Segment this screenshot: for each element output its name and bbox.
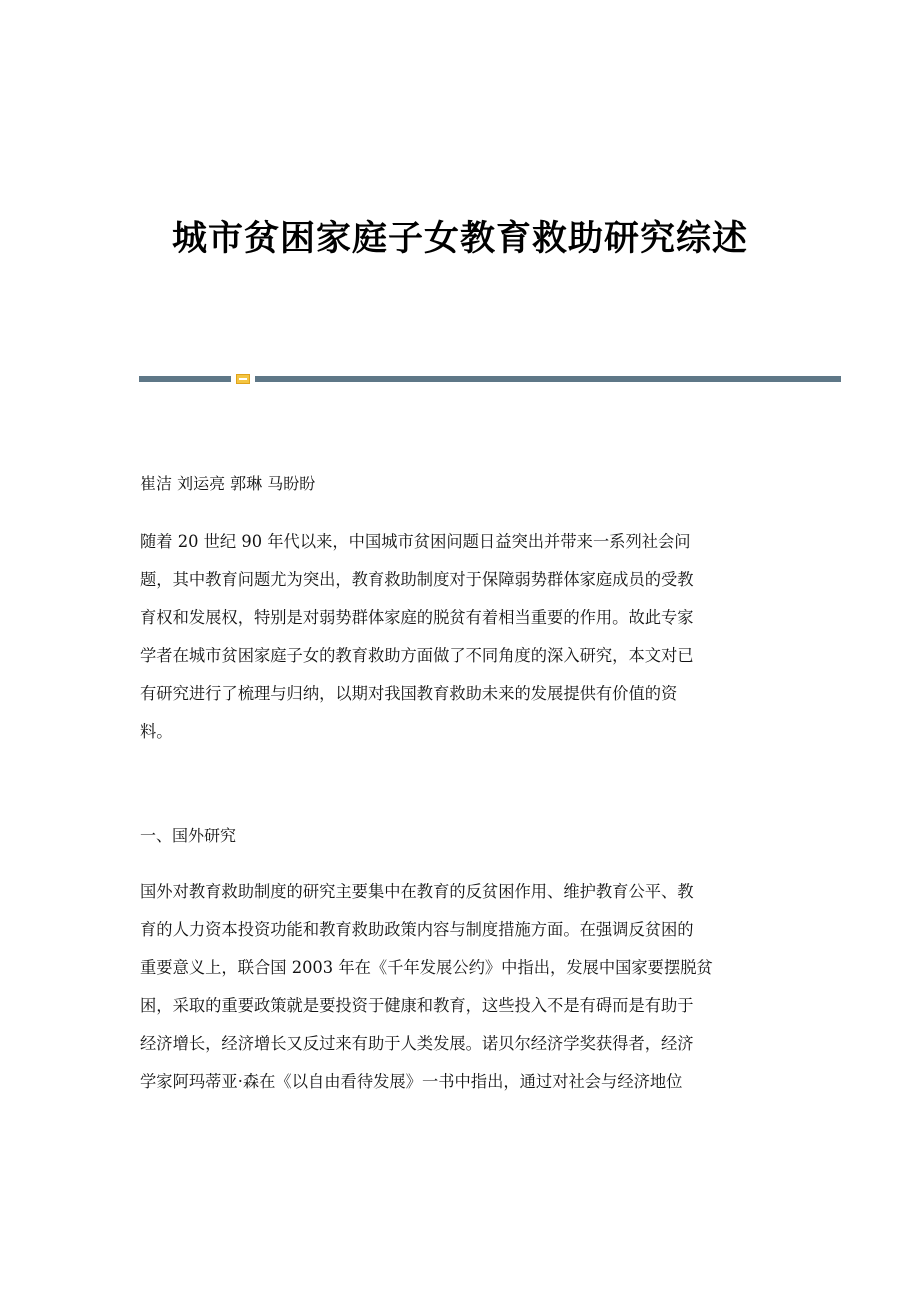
divider-bar-left <box>139 376 231 382</box>
body-line: 育的人力资本投资功能和教育救助政策内容与制度措施方面。在强调反贫困的 <box>140 920 694 939</box>
abstract-line: 学者在城市贫困家庭子女的教育救助方面做了不同角度的深入研究，本文对已 <box>140 646 694 665</box>
author-list: 崔洁 刘运亮 郭琳 马盼盼 <box>140 474 316 493</box>
abstract-line: 随着 20 世纪 90 年代以来，中国城市贫困问题日益突出并带来一系列社会问 <box>140 532 691 551</box>
title-divider <box>139 374 841 384</box>
body-paragraph <box>140 878 780 1106</box>
body-line: 经济增长，经济增长又反过来有助于人类发展。诺贝尔经济学奖获得者，经济 <box>140 1034 694 1053</box>
divider-bar-right <box>255 376 841 382</box>
abstract-line: 育权和发展权，特别是对弱势群体家庭的脱贫有着相当重要的作用。故此专家 <box>140 608 694 627</box>
abstract-line: 有研究进行了梳理与归纳，以期对我国教育救助未来的发展提供有价值的资 <box>140 684 678 703</box>
document-title: 城市贫困家庭子女教育救助研究综述 <box>171 218 748 260</box>
divider-ornament-icon <box>236 374 250 384</box>
abstract-line: 料。 <box>140 722 173 741</box>
section-heading: 一、国外研究 <box>140 826 237 845</box>
abstract-paragraph <box>140 528 780 756</box>
body-line: 困，采取的重要政策就是要投资于健康和教育，这些投入不是有碍而是有助于 <box>140 996 694 1015</box>
abstract-line: 题，其中教育问题尤为突出，教育救助制度对于保障弱势群体家庭成员的受教 <box>140 570 694 589</box>
body-line: 重要意义上，联合国 2003 年在《千年发展公约》中指出，发展中国家要摆脱贫 <box>140 958 713 977</box>
body-line: 国外对教育救助制度的研究主要集中在教育的反贫困作用、维护教育公平、教 <box>140 882 694 901</box>
body-line: 学家阿玛蒂亚·森在《以自由看待发展》一书中指出，通过对社会与经济地位 <box>140 1072 683 1091</box>
